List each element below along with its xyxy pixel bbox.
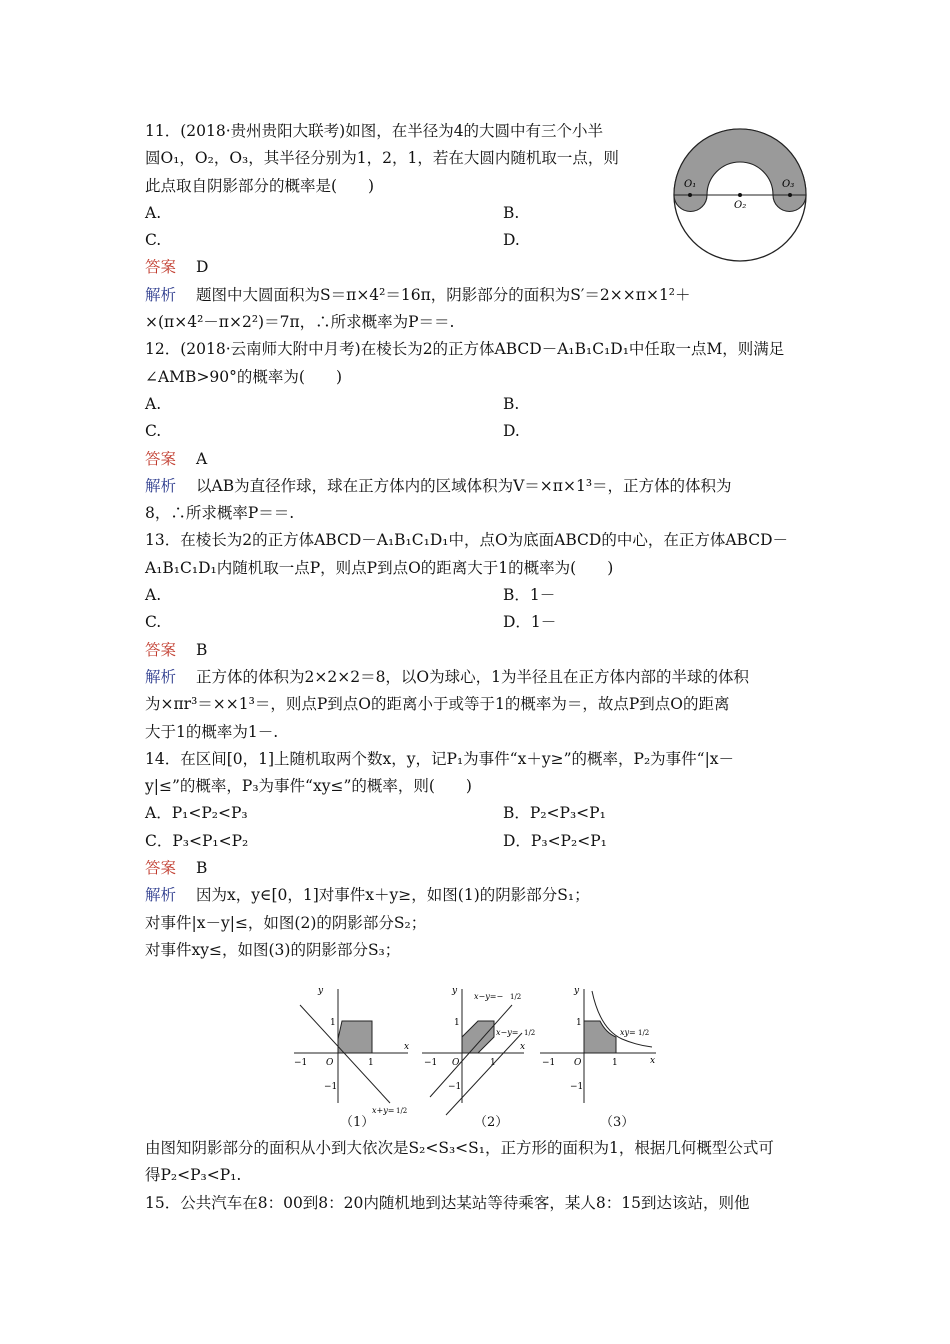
q14-line-1: 14．在区间[0，1]上随机取两个数x，y，记P₁为事件“x＋y≥”的概率，P₂为事件“|x－ (145, 749, 735, 768)
q11-line-1: 11．(2018·贵州贵阳大联考)如图，在半径为4的大圆中有三个小半 (145, 122, 604, 140)
axis-label-y: y (318, 986, 324, 996)
q12-option-c: C. (145, 422, 162, 441)
analysis-label: 解析 (145, 285, 177, 304)
q14-conclusion-1: 由图知阴影部分的面积从小到大依次是S₂<S₃<S₁，正方形的面积为1，根据几何概型公式可 (145, 1139, 774, 1157)
eq-half-2b: 1/2 (524, 1029, 536, 1037)
q12-line-2: ∠AMB>90°的概率为( ) (145, 367, 342, 386)
q11-analysis-2: ×(π×4²－π×2²)＝7π，∴所求概率为P＝＝. (145, 313, 455, 332)
eq-label-1: x+y= (372, 1106, 395, 1115)
q13-option-d: D．1－ (503, 613, 557, 632)
q14-options-cd (145, 828, 810, 855)
graph-3 (540, 986, 656, 1103)
q11-option-d: D. (503, 231, 520, 250)
tick-1-y: 1 (330, 1018, 336, 1028)
answer-value: B (196, 640, 208, 659)
graph-2 (422, 986, 535, 1115)
q13-answer (145, 637, 810, 664)
line-x-minus-y-neg (430, 1005, 512, 1097)
q12-analysis-2: 8，∴所求概率P＝＝. (145, 504, 295, 523)
q11-analysis-1 (145, 282, 810, 309)
tick-1-x: 1 (368, 1058, 374, 1068)
axis-label-x: x (650, 1056, 656, 1066)
tick-neg1-y: −1 (570, 1082, 584, 1092)
q12-analysis-1 (145, 473, 810, 500)
label-o3: O₃ (782, 179, 795, 190)
q13-options-ab (145, 582, 810, 609)
origin-label: O (326, 1058, 334, 1068)
axis-label-x: x (404, 1042, 410, 1052)
caption-3: （3） (600, 1115, 635, 1130)
answer-value: B (196, 859, 208, 878)
q11-option-c: C. (145, 231, 162, 250)
three-graphs-figure (290, 985, 660, 1125)
q14-conclusion-2: 得P₂<P₃<P₁. (145, 1166, 242, 1185)
answer-label: 答案 (145, 640, 177, 659)
shaded-s1 (338, 1021, 372, 1053)
q13-option-c: C. (145, 613, 162, 632)
q11-option-b: B. (503, 203, 520, 222)
analysis-text: 因为x，y∈[0，1]对事件x＋y≥，如图(1)的阴影部分S₁； (196, 886, 590, 905)
caption-1: （1） (340, 1115, 375, 1130)
q14-conclusion (145, 1135, 810, 1217)
center-o1-dot (688, 193, 692, 197)
q11-line-3: 此点取自阴影部分的概率是( ) (145, 176, 375, 195)
center-o2-dot (738, 193, 742, 197)
q12-line-1: 12．(2018·云南师大附中月考)在棱长为2的正方体ABCD－A₁B₁C₁D₁中任取一点M，则满足 (145, 340, 785, 359)
q14-option-b: B．P₂<P₃<P₁ (503, 804, 606, 823)
eq-label-3: xy= (620, 1028, 636, 1037)
caption-2: （2） (474, 1115, 509, 1130)
analysis-text: 以AB为直径作球，球在正方体内的区域体积为V＝×π×1³＝，正方体的体积为 (196, 476, 732, 495)
q14-analysis-2: 对事件|x－y|≤，如图(2)的阴影部分S₂； (145, 913, 427, 932)
answer-value: A (196, 449, 208, 468)
eq-half-1: 1/2 (396, 1107, 408, 1115)
graph-1 (294, 986, 409, 1115)
axis-label-x: x (520, 1042, 526, 1052)
tick-neg1-x: −1 (424, 1058, 438, 1068)
eq-label-2a: x−y=− (474, 992, 504, 1001)
analysis-label: 解析 (145, 476, 177, 495)
label-o1: O₁ (684, 179, 697, 190)
eq-label-2b: x−y= (496, 1028, 519, 1037)
analysis-label: 解析 (145, 886, 177, 905)
tick-neg1-x: −1 (542, 1058, 556, 1068)
q14-option-a: A．P₁<P₂<P₃ (145, 804, 248, 823)
q11-line-2: 圆O₁，O₂，O₃，其半径分别为1，2，1，若在大圆内随机取一点，则 (145, 149, 619, 168)
q14-answer (145, 855, 810, 882)
tick-neg1-x: −1 (294, 1058, 308, 1068)
q12-option-d: D. (503, 422, 520, 441)
q13-option-a: A. (145, 586, 162, 605)
tick-neg1-y: −1 (448, 1082, 462, 1092)
origin-label: O (452, 1058, 460, 1068)
q13-line-2: A₁B₁C₁D₁内随机取一点P，则点P到点O的距离大于1的概率为( ) (145, 558, 614, 577)
q12-option-b: B. (503, 394, 520, 413)
analysis-text: 正方体的体积为2×2×2＝8，以O为球心，1为半径且在正方体内部的半球的体积 (196, 667, 750, 686)
q13-options-cd (145, 609, 810, 636)
q15-line-1: 15．公共汽车在8：00到8：20内随机地到达某站等待乘客，某人8：15到达该站，则他 (145, 1193, 750, 1212)
analysis-label: 解析 (145, 667, 177, 686)
tick-1-x: 1 (612, 1058, 618, 1068)
tick-1-y: 1 (454, 1018, 460, 1028)
tick-1-x: 1 (490, 1058, 496, 1068)
origin-label: O (574, 1058, 582, 1068)
q14-line-2: y|≤”的概率，P₃为事件“xy≤”的概率，则( ) (145, 777, 472, 796)
q12-option-a: A. (145, 394, 162, 413)
center-o3-dot (788, 193, 792, 197)
q11-option-a: A. (145, 203, 162, 222)
q14-analysis-1 (145, 882, 810, 909)
line-x-plus-y (300, 1005, 390, 1103)
axis-label-y: y (452, 986, 458, 996)
q13-analysis-2: 为×πr³＝××1³＝，则点P到点O的距离小于或等于1的概率为＝，故点P到点O的距离 (145, 695, 730, 714)
q13-line-1: 13．在棱长为2的正方体ABCD－A₁B₁C₁D₁中，点O为底面ABCD的中心，在正方体ABCD－ (145, 531, 788, 550)
answer-value: D (196, 258, 209, 277)
q13-option-b: B．1－ (503, 586, 556, 605)
analysis-text: 题图中大圆面积为S＝π×4²＝16π，阴影部分的面积为S′＝2××π×1²＋ (196, 285, 691, 304)
answer-label: 答案 (145, 449, 177, 468)
tick-neg1-y: −1 (324, 1082, 338, 1092)
shaded-s3 (584, 1021, 616, 1053)
axis-label-y: y (574, 986, 580, 996)
q14-option-d: D．P₃<P₂<P₁ (503, 831, 607, 850)
q12-answer (145, 446, 810, 473)
shaded-s2 (462, 1021, 494, 1053)
big-circle-figure (670, 125, 810, 265)
eq-half-2a: 1/2 (510, 993, 522, 1001)
q14-analysis-3: 对事件xy≤，如图(3)的阴影部分S₃； (145, 940, 401, 959)
answer-label: 答案 (145, 258, 177, 277)
q12-options-ab (145, 391, 810, 418)
q12-options-cd (145, 418, 810, 445)
tick-1-y: 1 (576, 1018, 582, 1028)
q13-analysis-1 (145, 664, 810, 691)
eq-half-3: 1/2 (638, 1029, 650, 1037)
answer-label: 答案 (145, 859, 177, 878)
q14-options-ab (145, 800, 810, 827)
q13-analysis-3: 大于1的概率为1－. (145, 722, 279, 741)
q14-option-c: C．P₃<P₁<P₂ (145, 831, 249, 850)
label-o2: O₂ (734, 200, 747, 211)
